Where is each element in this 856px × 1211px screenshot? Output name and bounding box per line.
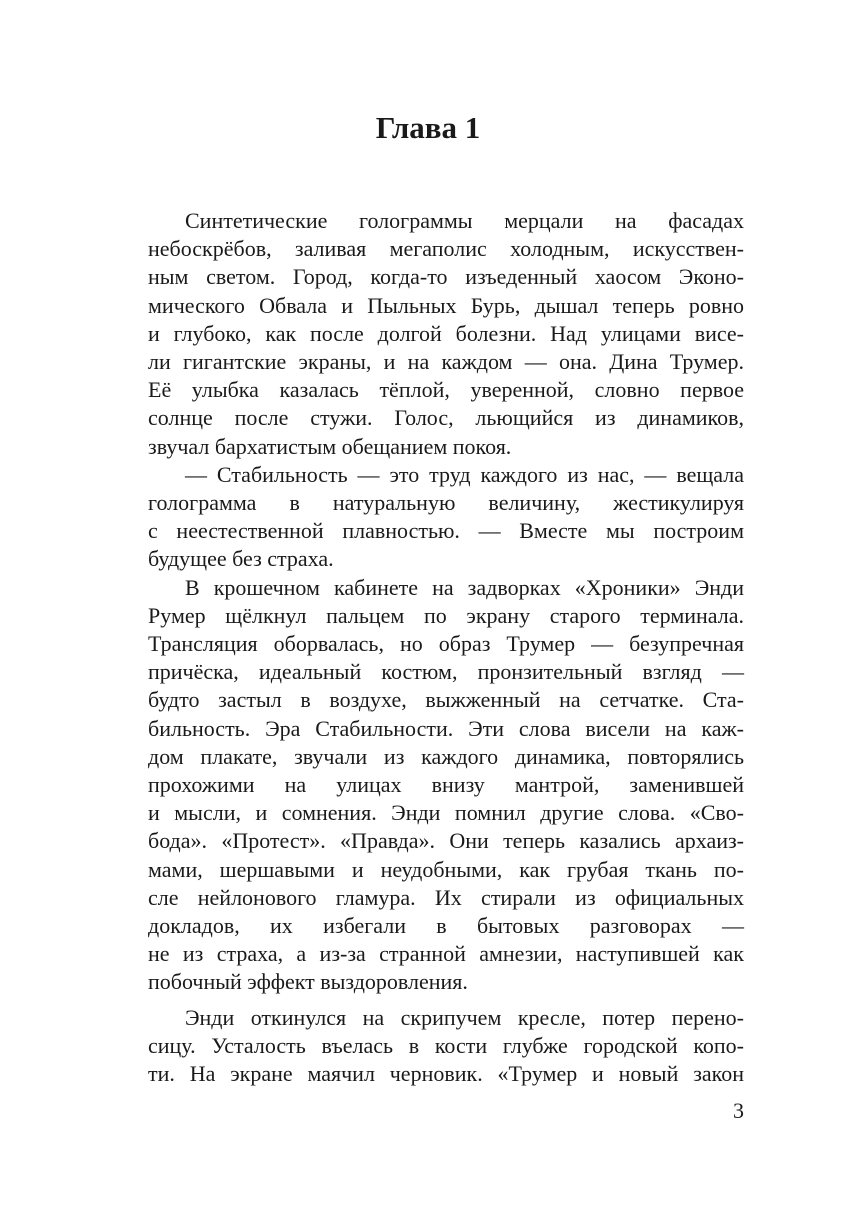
text-line: докладов, их избегали в бытовых разговорах — (148, 913, 744, 939)
text-line: будто застыл в воздухе, выжженный на сетчатке. Ста- (148, 687, 744, 713)
chapter-body (148, 207, 744, 1088)
text-line: побочный эффект выздоровления. (148, 969, 468, 995)
text-line: Синтетические голограммы мерцали на фасадах (185, 208, 744, 233)
text-line: — Стабильность — это труд каждого из нас, — вещала (185, 461, 744, 487)
text-line: Румер щёлкнул пальцем по экрану старого терминала. (148, 602, 744, 628)
text-line: не из страха, а из-за странной амнезии, наступившей как (148, 941, 744, 967)
text-line: причёска, идеальный костюм, пронзительный взгляд — (148, 659, 744, 685)
text-line: и мысли, и сомнения. Энди помнил другие слова. «Сво- (148, 800, 744, 826)
paragraph-1 (148, 207, 744, 461)
text-line: солнце после стужи. Голос, льющийся из динамиков, (148, 405, 744, 431)
text-line: мами, шершавыми и неудобными, как грубая ткань по- (148, 856, 744, 882)
text-line: будущее без страха. (148, 546, 334, 572)
text-line: прохожими на улицах внизу мантрой, заменившей (148, 772, 744, 798)
paragraph-4 (148, 1004, 744, 1089)
text-line: Энди откинулся на скрипучем кресле, потер перено- (185, 1004, 744, 1030)
text-line: ным светом. Город, когда-то изъеденный хаосом Эконо- (148, 264, 744, 290)
text-line: голограмма в натуральную величину, жестикулируя (148, 490, 744, 516)
text-line: мического Обвала и Пыльных Бурь, дышал теперь ровно (148, 292, 744, 318)
text-line: сле нейлонового гламура. Их стирали из официальных (148, 884, 744, 910)
text-line: звучал бархатистым обещанием покоя. (148, 433, 512, 459)
paragraph-3 (148, 574, 744, 997)
text-line: ти. На экране маячил черновик. «Трумер и новый закон (148, 1061, 744, 1087)
chapter-title: Глава 1 (375, 110, 481, 145)
text-line: В крошечном кабинете на задворках «Хроники» Энди (185, 574, 744, 600)
text-line: Её улыбка казалась тёплой, уверенной, словно первое (148, 377, 744, 403)
text-line: дом плакате, звучали из каждого динамика, повторялись (148, 743, 744, 769)
text-line: и глубоко, как после долгой болезни. Над улицами висе- (148, 320, 744, 346)
text-line: ли гигантские экраны, и на каждом — она. Дина Трумер. (148, 349, 744, 375)
text-line: с неестественной плавностью. — Вместе мы построим (148, 518, 744, 544)
text-line: бильность. Эра Стабильности. Эти слова висели на каж- (148, 715, 744, 741)
text-line: небоскрёбов, заливая мегаполис холодным, искусствен- (148, 236, 744, 262)
text-line: бода». «Протест». «Правда». Они теперь казались архаиз- (148, 828, 744, 854)
text-line: Трансляция оборвалась, но образ Трумер — безупречная (148, 631, 744, 657)
text-line: сицу. Усталость въелась в кости глубже городской копо- (148, 1032, 744, 1058)
paragraph-2 (148, 461, 744, 574)
page-number: 3 (733, 1098, 744, 1123)
